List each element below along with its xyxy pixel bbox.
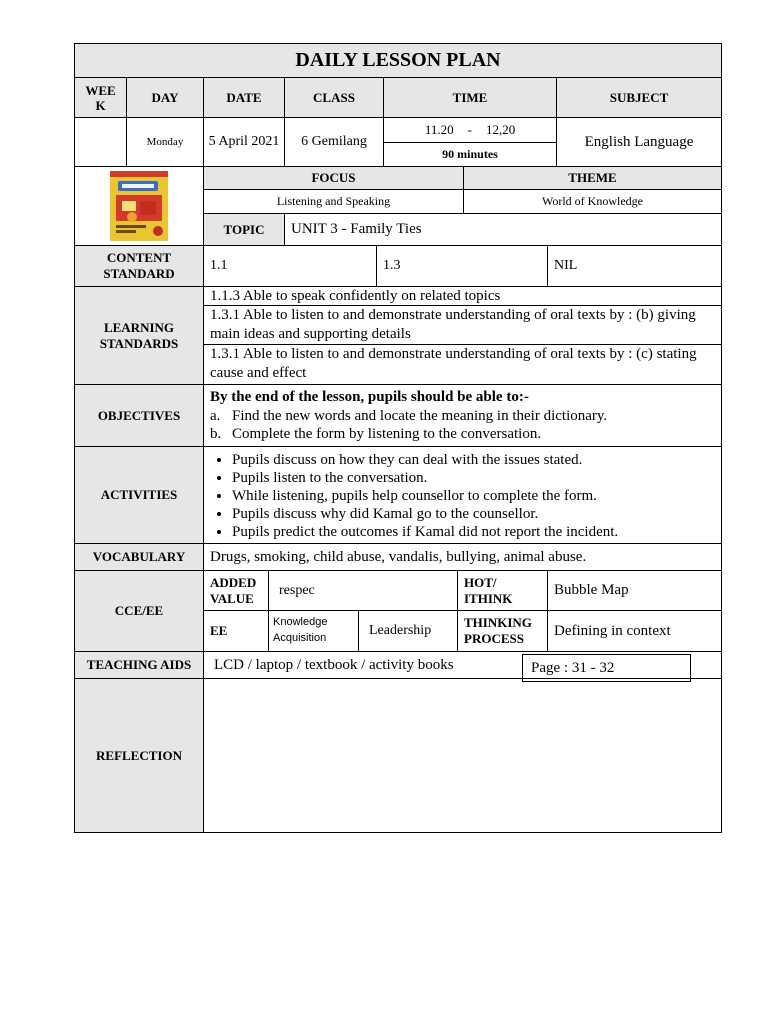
hot-value: Bubble Map: [547, 570, 722, 611]
class-header: CLASS: [284, 77, 384, 118]
content-standard-label: CONTENT STANDARD: [74, 245, 204, 287]
english-textbook-cover-icon: [110, 171, 168, 241]
added-value: respec: [268, 570, 458, 611]
learning-standard-1: 1.1.3 Able to speak confidently on related topics: [203, 286, 722, 306]
vocabulary-value: Drugs, smoking, child abuse, vandalis, bullying, animal abuse.: [203, 543, 722, 571]
activities-list: [204, 451, 721, 541]
hot-label: HOT/ ITHINK: [457, 570, 548, 611]
reflection-label: REFLECTION: [74, 678, 204, 833]
activity-item: • Pupils discuss why did Kamal go to the counsellor.: [232, 505, 721, 523]
time-header: TIME: [383, 77, 557, 118]
activity-item: • Pupils predict the outcomes if Kamal did not report the incident.: [232, 523, 721, 541]
objective-marker: b.: [210, 426, 222, 442]
vocabulary-label: VOCABULARY: [74, 543, 204, 571]
teaching-aids-label: TEACHING AIDS: [74, 651, 204, 679]
focus-value: Listening and Speaking: [203, 189, 464, 214]
week-header: WEE K: [74, 77, 127, 118]
time-end: 12,20: [485, 122, 516, 137]
week-value: [74, 117, 127, 167]
day-value: Monday: [126, 117, 204, 167]
objective-item: [210, 425, 715, 443]
subject-header: SUBJECT: [556, 77, 722, 118]
content-standard-1: 1.1: [203, 245, 377, 287]
activities-cell: [203, 446, 722, 544]
cce-ee-label: CCE/EE: [74, 570, 204, 652]
ee-value-2: Leadership: [358, 610, 458, 652]
page-title: DAILY LESSON PLAN: [74, 43, 722, 78]
duration-value: 90 minutes: [383, 142, 557, 167]
objectives-intro: By the end of the lesson, pupils should be able to:-: [210, 389, 529, 405]
content-standard-2: 1.3: [376, 245, 548, 287]
learning-standard-2: 1.3.1 Able to listen to and demonstrate understanding of oral texts by : (b) giving main ideas and supporting details: [203, 305, 722, 345]
objective-item: [210, 407, 715, 425]
ee-value-1: Knowledge Acquisition: [268, 610, 359, 652]
page-reference-box: Page : 31 - 32: [522, 654, 691, 682]
activities-label: ACTIVITIES: [74, 446, 204, 544]
activity-item: • Pupils listen to the conversation.: [232, 469, 721, 487]
objective-marker: a.: [210, 408, 221, 424]
objective-text: Find the new words and locate the meaning in their dictionary.: [232, 408, 608, 424]
focus-header: FOCUS: [203, 166, 464, 190]
subject-value: English Language: [556, 117, 722, 167]
time-separator: -: [467, 122, 472, 137]
theme-value: World of Knowledge: [463, 189, 722, 214]
teaching-aids-value: LCD / laptop / textbook / activity books: [214, 657, 454, 673]
day-header: DAY: [126, 77, 204, 118]
added-value-label: ADDED VALUE: [203, 570, 269, 611]
time-range: [383, 117, 557, 143]
topic-label: TOPIC: [203, 213, 285, 246]
content-standard-3: NIL: [547, 245, 722, 287]
objectives-cell: [203, 384, 722, 447]
learning-standards-label: LEARNING STANDARDS: [74, 286, 204, 385]
reflection-area[interactable]: [203, 678, 722, 833]
book-cover-cell: [74, 166, 204, 246]
date-value: 5 April 2021: [203, 117, 285, 167]
objectives-label: OBJECTIVES: [74, 384, 204, 447]
theme-header: THEME: [463, 166, 722, 190]
activity-item: • While listening, pupils help counsellor to complete the form.: [232, 487, 721, 505]
ee-label: EE: [203, 610, 269, 652]
thinking-process-value: Defining in context: [547, 610, 722, 652]
class-value: 6 Gemilang: [284, 117, 384, 167]
time-start: 11.20: [424, 122, 454, 137]
thinking-process-label: THINKING PROCESS: [457, 610, 548, 652]
learning-standard-3: 1.3.1 Able to listen to and demonstrate understanding of oral texts by : (c) stating cause and effect: [203, 344, 722, 385]
activity-item: • Pupils discuss on how they can deal with the issues stated.: [232, 451, 721, 469]
objective-text: Complete the form by listening to the conversation.: [232, 426, 542, 442]
date-header: DATE: [203, 77, 285, 118]
topic-value: UNIT 3 - Family Ties: [284, 213, 722, 246]
